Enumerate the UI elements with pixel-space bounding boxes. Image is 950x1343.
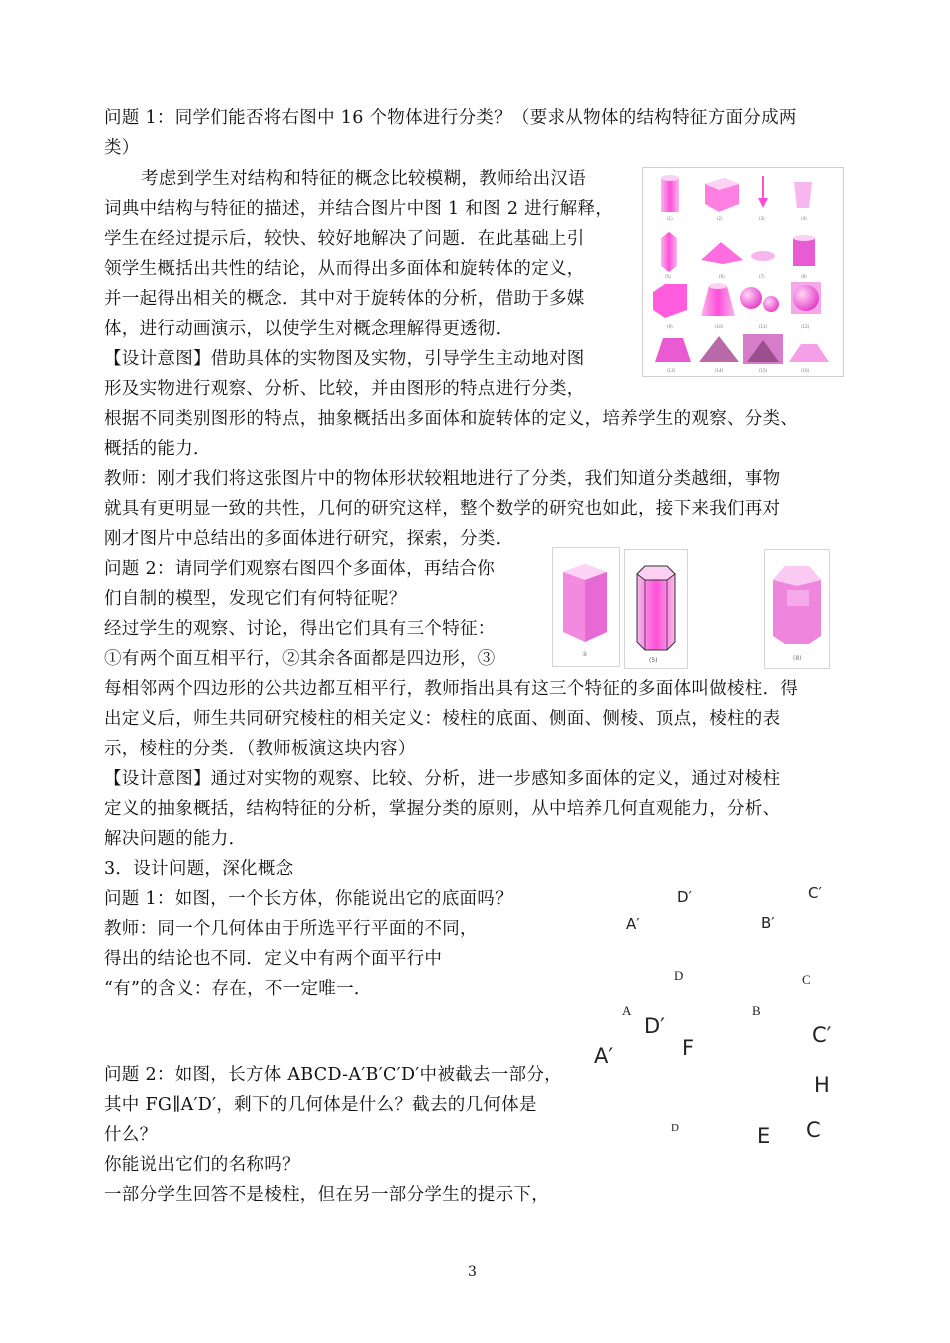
text-line: 领学生概括出共性的结论，从而得出多面体和旋转体的定义， (104, 259, 585, 279)
frustum-shape (701, 286, 735, 316)
text-line: 得出的结论也不同．定义中有两个面平行中 (104, 949, 443, 969)
figure-caption: (5) (649, 657, 658, 664)
text-line: “有”的含义：存在，不一定唯一． (104, 979, 372, 999)
figure-caption: (7) (759, 274, 765, 279)
text-line: 问题 1：同学们能否将右图中 16 个物体进行分类？（要求从物体的结构特征方面分成两 (104, 108, 797, 128)
text-line: 词典中结构与特征的描述，并结合图片中图 1 和图 2 进行解释， (104, 199, 614, 219)
prism-photo-2 (624, 549, 688, 669)
figure-caption: (13) (667, 368, 676, 373)
figure-caption: (10) (715, 324, 724, 329)
text-line: 示，棱柱的分类．（教师板演这块内容） (104, 739, 416, 759)
vertex-label: E (757, 1124, 771, 1148)
sphere-shape (740, 287, 762, 309)
vertex-label: B′ (761, 914, 775, 932)
figure-caption: (1) (667, 216, 673, 221)
text-line: 学生在经过提示后，较快、较好地解决了问题．在此基础上引 (104, 229, 585, 249)
text-line: 你能说出它们的名称吗？ (104, 1155, 300, 1175)
jar-shape (793, 238, 815, 266)
text-line: 考虑到学生对结构和特征的概念比较模糊，教师给出汉语 (141, 169, 586, 189)
vertex-label: H (814, 1073, 830, 1097)
figure-caption: (15) (759, 368, 768, 373)
text-line: 体，进行动画演示，以使学生对概念理解得更透彻． (104, 319, 514, 339)
disc-shape (751, 251, 775, 261)
text-line: 其中 FG∥A′D′，剩下的几何体是什么？截去的几何体是 (104, 1095, 537, 1115)
cone-frustum-shape (789, 344, 829, 362)
vertex-label: C (802, 972, 811, 987)
figure-caption: (12) (801, 324, 810, 329)
vertex-label: A (622, 1003, 632, 1018)
text-line: 每相邻两个四边形的公共边都互相平行，教师指出具有这三个特征的多面体叫做棱柱．得 (104, 679, 799, 699)
text-line: 问题 1：如图，一个长方体，你能说出它的底面吗？ (104, 889, 513, 909)
text-line: 形及实物进行观察、分析、比较，并由图形的特点进行分类， (104, 379, 585, 399)
frustum-prism-shape (655, 338, 691, 362)
figure-caption: (16) (801, 368, 810, 373)
text-line: 解决问题的能力． (104, 829, 247, 849)
text-line: 们自制的模型，发现它们有何特征呢？ (104, 589, 407, 609)
cuboid-model-icon (553, 548, 619, 666)
figure-caption: (14) (715, 368, 724, 373)
figure-caption: (9) (667, 324, 673, 329)
text-line: 类） (104, 138, 140, 158)
vertex-label: D (674, 968, 684, 983)
section-heading: 3．设计问题，深化概念 (104, 859, 294, 879)
text-line: 就具有更明显一致的共性，几何的研究这样，整个数学的研究也如此，接下来我们再对 (104, 499, 781, 519)
text-line: ①有两个面互相平行，②其余各面都是四边形，③ (104, 649, 496, 669)
vertex-label: D′ (644, 1014, 665, 1038)
vertex-label: C′ (812, 1023, 832, 1047)
figure-caption: (2) (717, 216, 723, 221)
page-number: 3 (468, 1264, 477, 1280)
pyramid-shape (701, 242, 743, 264)
vertex-label: A′ (626, 915, 640, 933)
vertex-label: C (806, 1118, 821, 1142)
objects-figure (642, 167, 844, 377)
prism-photo-1 (552, 547, 620, 667)
text-line: 【设计意图】借助具体的实物图及实物，引导学生主动地对图 (104, 349, 585, 369)
vertex-label: A′ (594, 1044, 614, 1068)
text-line: 问题 2：如图，长方体 ABCD-A′B′C′D′中被截去一部分， (104, 1065, 562, 1085)
vertex-label: F (682, 1036, 695, 1060)
figure-caption: (3) (759, 216, 765, 221)
figure-caption: (8) (801, 274, 807, 279)
vertex-label: D (671, 1122, 679, 1134)
cylinder-shape (661, 178, 679, 212)
text-line: 并一起得出相关的概念．其中对于旋转体的分析，借助于多媒 (104, 289, 585, 309)
hexagonal-prism-icon (625, 550, 687, 668)
figure-caption: ② (582, 651, 588, 658)
text-line: 出定义后，师生共同研究棱柱的相关定义：棱柱的底面、侧面、侧棱、顶点，棱柱的表 (104, 709, 781, 729)
text-line: 概括的能力． (104, 439, 211, 459)
text-line: 什么？ (104, 1125, 158, 1145)
figure-caption: (6) (719, 274, 725, 279)
hexagonal-prism-shape (661, 232, 677, 272)
text-line: 刚才图片中总结出的多面体进行研究，探索，分类． (104, 529, 514, 549)
text-line: 教师：同一个几何体由于所选平行平面的不同， (104, 919, 478, 939)
figure-caption: (11) (759, 324, 768, 329)
figure-caption: (5) (665, 274, 671, 279)
pentagonal-prism-icon (765, 550, 829, 668)
figure-caption: (8) (793, 655, 802, 662)
prism-photo-3 (764, 549, 830, 669)
text-line: 【设计意图】通过对实物的观察、比较、分析，进一步感知多面体的定义，通过对棱柱 (104, 769, 781, 789)
vertex-label: C′ (808, 884, 822, 902)
prism-shape (653, 284, 687, 318)
objects-illustration (643, 168, 843, 376)
text-line: 问题 2：请同学们观察右图四个多面体，再结合你 (104, 559, 496, 579)
text-line: 根据不同类别图形的特点，抽象概括出多面体和旋转体的定义，培养学生的观察、分类、 (104, 409, 799, 429)
text-line: 经过学生的观察、讨论，得出它们具有三个特征： (104, 619, 496, 639)
vertex-label: D′ (677, 888, 692, 906)
text-line: 一部分学生回答不是棱柱，但在另一部分学生的提示下， (104, 1185, 549, 1205)
pyramid-photo-shape (699, 336, 739, 362)
text-line: 教师：刚才我们将这张图片中的物体形状较粗地进行了分类，我们知道分类越细，事物 (104, 469, 781, 489)
figure-caption: (4) (801, 216, 807, 221)
text-line: 定义的抽象概括，结构特征的分析，掌握分类的原则，从中培养几何直观能力，分析、 (104, 799, 781, 819)
cup-shape (794, 182, 812, 208)
vertex-label: B (752, 1003, 761, 1018)
